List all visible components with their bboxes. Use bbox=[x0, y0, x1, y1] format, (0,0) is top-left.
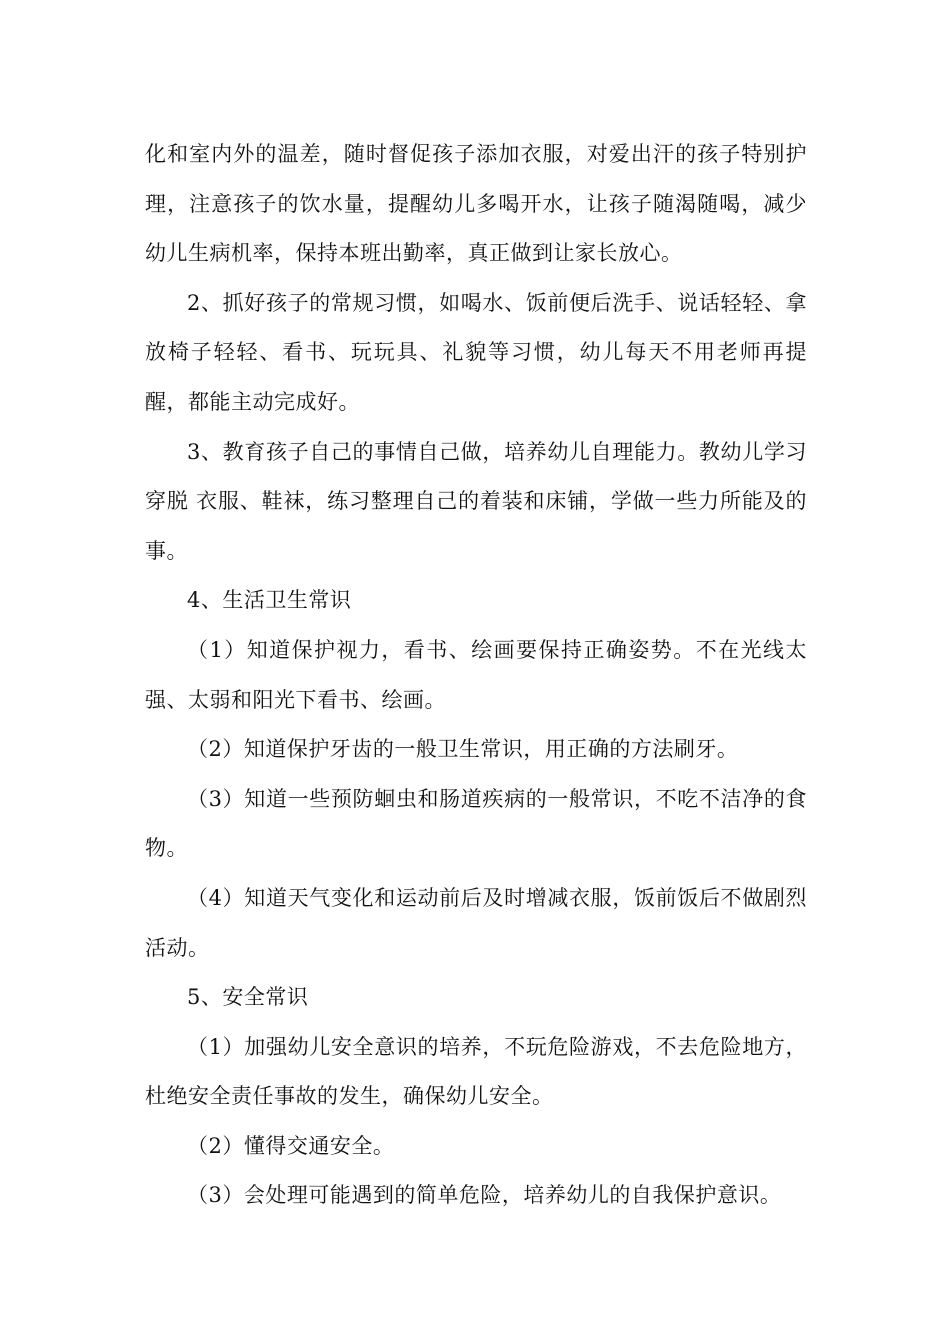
list-item-teeth: （2）知道保护牙齿的一般卫生常识，用正确的方法刷牙。 bbox=[187, 737, 739, 762]
paragraph-health-care: 化和室内外的温差，随时督促孩子添加衣服，对爱出汗的孩子特别护理，注意孩子的饮水量，提醒幼儿多喝开水，让孩子随渴随喝，减少幼儿生病机率，保持本班出勤率，真正做到让家长放心。 bbox=[145, 142, 807, 266]
heading-safety-knowledge: 5、安全常识 bbox=[187, 985, 309, 1010]
list-item-self-protection: （3）会处理可能遇到的简单危险，培养幼儿的自我保护意识。 bbox=[187, 1183, 782, 1208]
list-item-traffic-safety: （2）懂得交通安全。 bbox=[187, 1133, 395, 1158]
list-item-eyesight: （1）知道保护视力，看书、绘画要保持正确姿势。不在光线太强、太弱和阳光下看书、绘画。 bbox=[145, 637, 807, 712]
document-body bbox=[145, 130, 807, 1221]
paragraph-self-care: 3、教育孩子自己的事情自己做，培养幼儿自理能力。教幼儿学习穿脱 衣服、鞋袜，练习整理自己的着装和床铺，学做一些力所能及的事。 bbox=[145, 439, 807, 563]
paragraph-routine-habits: 2、抓好孩子的常规习惯，如喝水、饭前便后洗手、说话轻轻、拿放椅子轻轻、看书、玩玩具、礼貌等习惯，幼儿每天不用老师再提醒，都能主动完成好。 bbox=[145, 290, 807, 414]
list-item-disease-prevention: （3）知道一些预防蛔虫和肠道疾病的一般常识，不吃不洁净的食物。 bbox=[145, 786, 807, 861]
list-item-clothing-activity: （4）知道天气变化和运动前后及时增减衣服，饭前饭后不做剧烈活动。 bbox=[145, 885, 807, 960]
list-item-safety-awareness: （1）加强幼儿安全意识的培养，不玩危险游戏，不去危险地方，杜绝安全责任事故的发生，确保幼儿安全。 bbox=[145, 1034, 807, 1109]
heading-hygiene-knowledge: 4、生活卫生常识 bbox=[187, 588, 352, 613]
